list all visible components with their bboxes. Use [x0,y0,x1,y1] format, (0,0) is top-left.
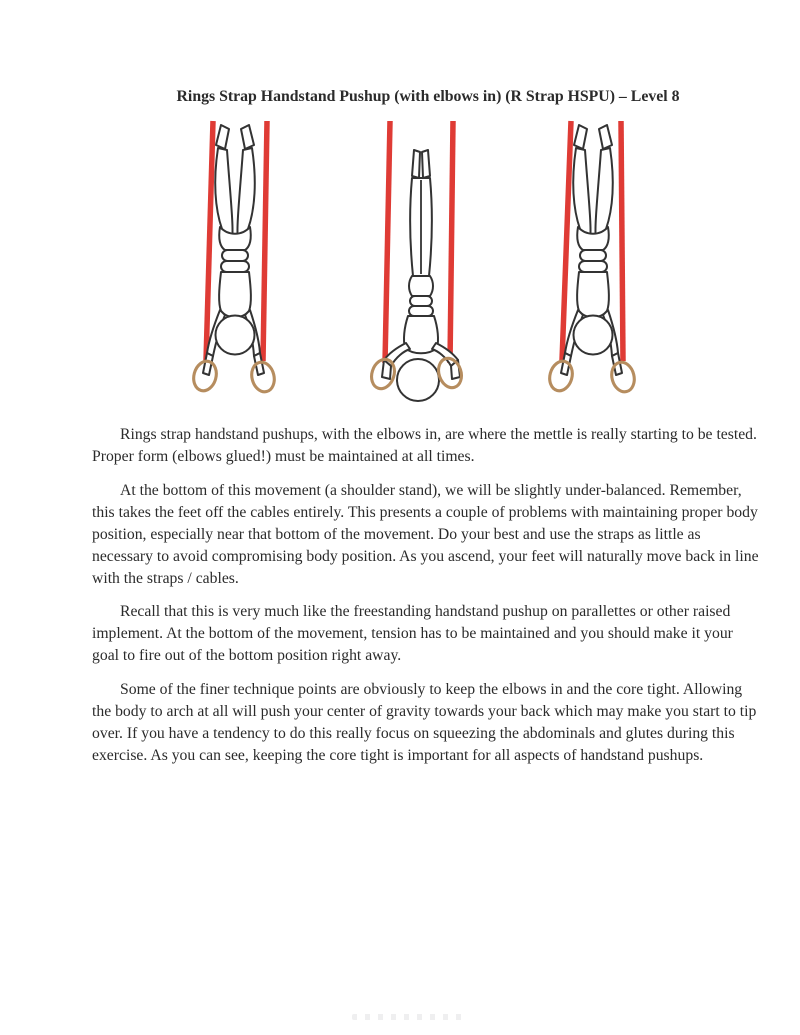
body-paragraph-3: Recall that this is very much like the freestanding handstand pushup on parallettes or other raised implement. At the bottom of the movement, tension has to be maintained and you should make it your goal to fire out of the bottom position right away. [92,603,733,664]
rings-shoulder-stand-bottom-illustration [368,121,474,409]
rings-handstand-top-right-illustration [546,121,640,409]
left-strap [206,121,213,361]
right-strap [450,121,453,363]
body-paragraph-4: Some of the finer technique points are obviously to keep the elbows in and the core tight. Allowing the body to arch at all will push your center of gravity towards your back which may make you start to tip over. If you have a tendency to do this really focus on squeezing the abdominals and glutes during this exercise. As you can see, keeping the core tight is important for all aspects of handstand pushups. [92,680,757,764]
left-strap [562,121,571,361]
left-ring [546,359,575,394]
illustration-row [0,121,800,411]
body-paragraph-2: At the bottom of this movement (a shoulder stand), we will be slightly under-balanced. Remember, this takes the feet off the cables entirely. This presents a couple of problems with maintaining proper body position, especially near that bottom of the movement. Do your best and use the straps as little as necessary to avoid compromising body position. As you ascend, your feet will naturally move back in line with the straps / cables. [92,481,759,587]
body-paragraph-1: Rings strap handstand pushups, with the elbows in, are where the mettle is really starting to be tested. Proper form (elbows glued!) must be maintained at all times. [92,426,757,465]
body-text [92,424,782,778]
left-strap [385,121,390,363]
page-number-cropped [352,1014,464,1020]
rings-handstand-top-left-illustration [189,121,281,409]
right-strap [263,121,267,361]
page-title: Rings Strap Handstand Pushup (with elbows in) (R Strap HSPU) – Level 8 [176,88,680,105]
right-strap [621,121,623,361]
